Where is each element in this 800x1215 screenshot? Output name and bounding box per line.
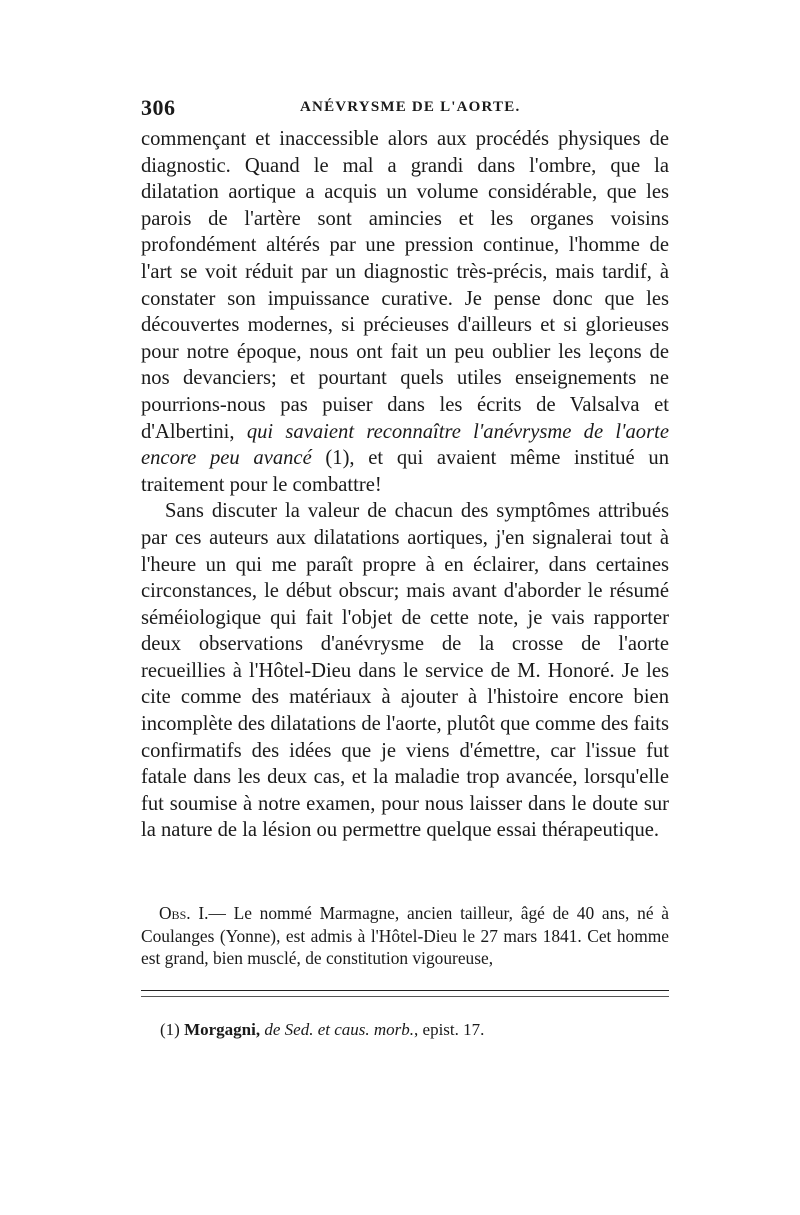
footnote-author: Morgagni,	[184, 1020, 261, 1039]
footnote-reference: (1),	[311, 447, 369, 470]
paragraph-1	[141, 126, 669, 498]
separator-rule	[141, 990, 669, 991]
body-text	[141, 126, 669, 844]
paragraph-1-italic: qui savaient reconnaître l'anévrysme de l'aorte encore peu avancé	[141, 420, 669, 470]
separator-rule-thin	[141, 996, 669, 997]
observation-block	[141, 902, 669, 970]
observation-label: Obs. I.	[159, 903, 209, 923]
page-header	[141, 95, 669, 125]
paragraph-1-text: commençant et inaccessible alors aux procédés physiques de diagnostic. Quand le mal a grandi dans l'ombre, que la dilatation aortique a acquis un volume considérable, que les parois de l'artère sont amincies et les organes voisins profondément altérés par une pression continue, l'homme de l'art se voit réduit par un diagnostic très-précis, mais tardif, à constater son impuissance curative. Je pense donc que les découvertes modernes, si précieuses d'ailleurs et si glorieuses pour notre époque, nous ont fait un peu oublier les leçons de nos devanciers; et pourtant quels utiles enseignements ne pourrions-nous pas puiser dans les écrits de Valsalva et d'Albertini,	[141, 128, 669, 443]
paragraph-2: Sans discuter la valeur de chacun des symptômes attribués par ces auteurs aux dilatations aortiques, j'en signalerai tout à l'heure un qui me paraît propre à en éclairer, dans certaines circonstances, le début obscur; mais avant d'aborder le résumé séméiologique qui fait l'objet de cette note, je vais rapporter deux observations d'anévrysme de la crosse de l'aorte recueillies à l'Hôtel-Dieu dans le service de M. Honoré. Je les cite comme des matériaux à ajouter à l'histoire encore bien incomplète des dilatations de l'aorte, plutôt que comme des faits confirmatifs des idées que je viens d'émettre, car l'issue fut fatale dans les deux cas, et la maladie trop avancée, lorsqu'elle fut soumise à notre examen, pour nous laisser dans le doute sur la nature de la lésion ou permettre quelque essai thérapeutique.	[141, 500, 669, 842]
paragraph-1-end: et qui avaient même institué un traitement pour le combattre!	[141, 447, 669, 496]
running-title: ANÉVRYSME DE L'AORTE.	[300, 99, 521, 115]
footnote-marker: (1)	[160, 1020, 180, 1039]
observation-text: — Le nommé Marmagne, ancien tailleur, âgé de 40 ans, né à Coulanges (Yonne), est admis à l'Hôtel-Dieu le 27 mars 1841. Cet homme est grand, bien musclé, de constitution vigoureuse,	[141, 903, 669, 969]
footnote-italic: de Sed. et caus. morb.	[264, 1020, 415, 1039]
footnote-separator	[141, 990, 669, 997]
footnote-rest: , epist. 17.	[414, 1020, 485, 1039]
page-number: 306	[141, 95, 176, 120]
observation-paragraph	[141, 902, 669, 970]
footnote	[160, 1019, 670, 1041]
